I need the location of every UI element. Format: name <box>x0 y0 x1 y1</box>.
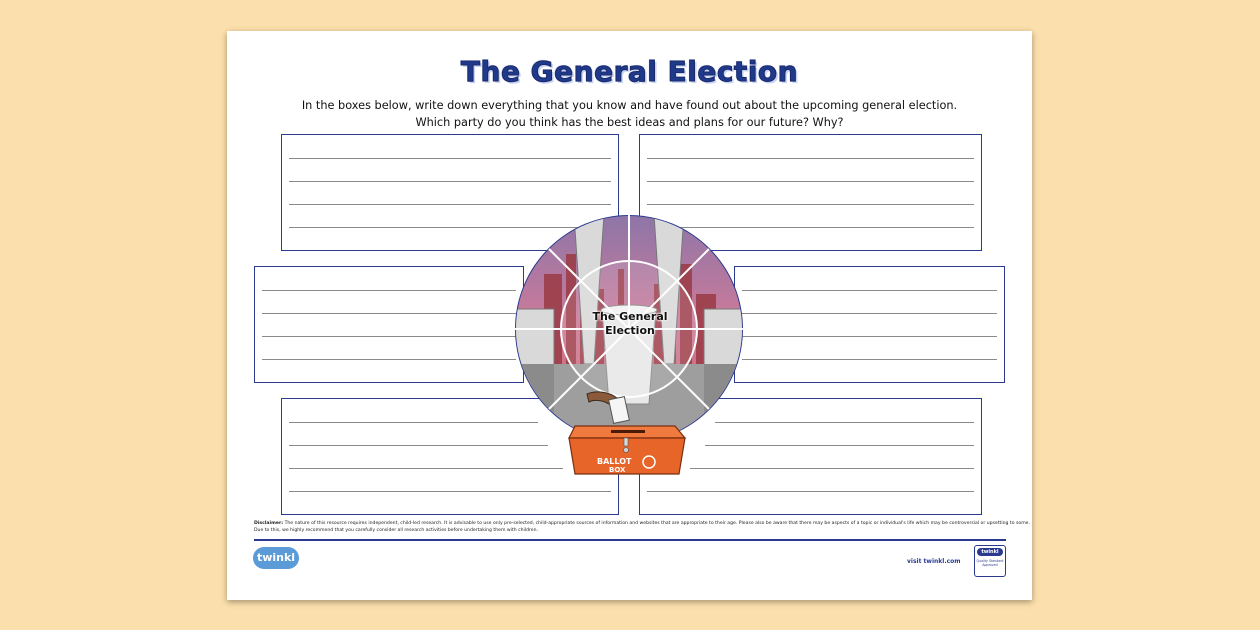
writing-line <box>705 445 974 446</box>
writing-line <box>742 290 997 291</box>
writing-line <box>647 491 974 492</box>
writing-line <box>289 422 538 423</box>
writing-line <box>289 204 611 205</box>
disclaimer-text: The nature of this resource requires independent, child-led research. It is advisable to use only pre-selected, child-appropriate sources of information and websites that are appropriate to their age. Please also be aware that there may be aspects of a topic or individual's life which may be controversial or upsetting to some. Due to this, we highly recommend that you carefully consider all research activities before undertaking them with children. <box>254 521 1030 533</box>
writing-line <box>647 204 974 205</box>
writing-line <box>262 336 516 337</box>
footer-rule <box>254 539 1006 541</box>
disclaimer-lead: Disclaimer: <box>254 521 284 526</box>
badge-title: twinkl <box>977 548 1003 556</box>
writing-line <box>262 290 516 291</box>
writing-line <box>742 336 997 337</box>
instruction-line-2: Which party do you think has the best ideas and plans for our future? Why? <box>415 116 844 129</box>
writing-line <box>289 445 548 446</box>
instructions <box>227 97 1032 131</box>
writing-line <box>289 468 563 469</box>
writing-line <box>742 359 997 360</box>
visit-link[interactable]: visit twinkl.com <box>907 558 961 565</box>
ballot-box-icon <box>567 386 687 478</box>
writing-box-middle-right[interactable] <box>734 266 1005 383</box>
disclaimer <box>254 520 1034 534</box>
writing-line <box>742 313 997 314</box>
writing-line <box>289 491 611 492</box>
worksheet <box>227 31 1032 600</box>
twinkl-logo[interactable]: twinkl <box>253 547 299 569</box>
writing-line <box>647 158 974 159</box>
writing-box-middle-left[interactable] <box>254 266 524 383</box>
instruction-line-1: In the boxes below, write down everything that you know and have found out about the upcoming general election. <box>301 99 958 112</box>
ballot-label-line-2: BOX <box>609 466 626 474</box>
writing-line <box>715 422 974 423</box>
medallion-label-line-1: The General <box>592 310 668 323</box>
writing-line <box>289 181 611 182</box>
writing-line <box>289 158 611 159</box>
medallion-label <box>587 310 673 338</box>
writing-line <box>690 468 974 469</box>
writing-line <box>262 359 516 360</box>
writing-line <box>647 181 974 182</box>
writing-line <box>262 313 516 314</box>
medallion-label-line-2: Election <box>605 324 655 337</box>
ballot-label-line-1: BALLOT <box>597 457 632 466</box>
quality-badge-icon <box>974 545 1006 577</box>
page-title: The General Election <box>460 55 799 88</box>
badge-subtitle: Quality Standard Approved <box>976 559 1004 567</box>
